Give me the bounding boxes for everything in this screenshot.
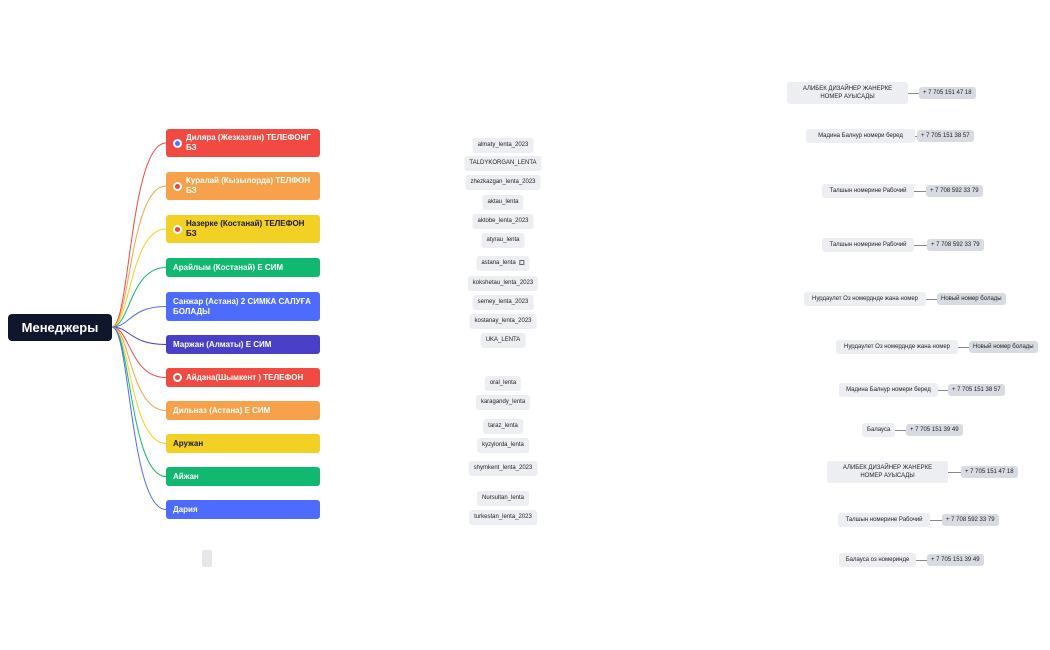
lenta-tag[interactable] bbox=[485, 376, 521, 391]
manager-node[interactable] bbox=[166, 172, 320, 200]
number-note[interactable] bbox=[822, 184, 914, 198]
number-note[interactable] bbox=[822, 238, 914, 252]
manager-label: Айдана(Шымкент ) ТЕЛЕФОН bbox=[186, 372, 304, 382]
manager-label: Диляра (Жезказган) ТЕЛЕФОНГ БЗ bbox=[186, 133, 311, 152]
lenta-tag[interactable] bbox=[468, 276, 538, 291]
branch-line bbox=[112, 186, 166, 327]
phone-number-label: + 7 705 151 47 18 bbox=[965, 469, 1014, 475]
manager-label: Назерке (Костанай) ТЕЛЕФОН БЗ bbox=[186, 219, 305, 238]
lenta-tag[interactable] bbox=[469, 510, 537, 525]
lenta-label: shymkent_lenta_2023 bbox=[473, 465, 533, 471]
number-connector bbox=[938, 390, 948, 391]
number-note[interactable] bbox=[827, 461, 948, 483]
number-connector bbox=[914, 245, 927, 246]
lenta-tag[interactable] bbox=[473, 138, 534, 153]
manager-label: Арайлым (Костанай) Е СИМ bbox=[173, 262, 284, 272]
number-connector bbox=[930, 520, 942, 521]
alarm-icon bbox=[173, 182, 182, 191]
lenta-label: TALDYKORGAN_LENTA bbox=[469, 160, 537, 166]
external-link-icon[interactable] bbox=[520, 260, 525, 265]
manager-label: Куралай (Кызылорда) ТЕЛФОН БЗ bbox=[186, 176, 311, 195]
phone-number[interactable] bbox=[919, 87, 976, 99]
number-note[interactable] bbox=[839, 553, 916, 567]
manager-node[interactable] bbox=[166, 368, 320, 387]
flag-icon bbox=[173, 139, 182, 148]
number-note[interactable] bbox=[804, 292, 926, 306]
branch-line bbox=[112, 327, 166, 510]
number-connector bbox=[914, 191, 926, 192]
number-note[interactable] bbox=[839, 383, 938, 397]
manager-node[interactable] bbox=[166, 258, 320, 277]
manager-node[interactable] bbox=[166, 215, 320, 243]
lenta-tag[interactable] bbox=[469, 314, 536, 329]
branch-line bbox=[112, 307, 166, 328]
branch-line bbox=[112, 268, 166, 328]
lenta-label: semey_lenta_2023 bbox=[477, 299, 529, 305]
manager-label: Санжар (Астана) 2 СИМКА САЛУҒА БОЛАДЫ bbox=[173, 296, 311, 316]
lenta-label: zhezkazgan_lenta_2023 bbox=[470, 179, 536, 185]
lenta-label: oral_lenta bbox=[489, 380, 517, 386]
lenta-tag[interactable] bbox=[481, 233, 524, 248]
phone-number-label: + 7 705 151 38 57 bbox=[921, 133, 970, 139]
number-connector bbox=[948, 472, 961, 473]
lenta-tag[interactable] bbox=[464, 156, 541, 171]
lenta-tag[interactable] bbox=[476, 256, 529, 271]
phone-number-label: + 7 705 151 47 18 bbox=[923, 90, 972, 96]
branch-line bbox=[112, 327, 166, 411]
number-note-label: Нурдаулет Оз номерднде жана номер bbox=[844, 344, 950, 350]
branch-line bbox=[112, 143, 166, 327]
number-note-label: Талшын номерине Рабочий bbox=[845, 517, 923, 523]
number-note-label: Балауса оз номеринде bbox=[845, 557, 910, 563]
alarm-icon bbox=[173, 225, 182, 234]
number-note-label: Мадина Балнур номери беред bbox=[818, 133, 903, 139]
root-label: Менеджеры bbox=[21, 320, 99, 335]
lenta-label: almaty_lenta_2023 bbox=[477, 142, 529, 148]
number-note[interactable] bbox=[862, 423, 895, 437]
lenta-tag[interactable] bbox=[482, 195, 523, 210]
manager-label: Маржан (Алматы) Е СИМ bbox=[173, 339, 272, 349]
phone-number[interactable] bbox=[927, 554, 984, 566]
number-note[interactable] bbox=[836, 340, 958, 354]
phone-number-label: + 7 708 592 33 79 bbox=[930, 188, 979, 194]
branch-line bbox=[112, 327, 166, 477]
phone-number-label: Новый номер болады bbox=[973, 344, 1034, 350]
phone-number-label: Новый номер болады bbox=[941, 296, 1002, 302]
phone-number-label: + 7 708 592 33 79 bbox=[946, 517, 995, 523]
manager-label: Аружан bbox=[173, 438, 204, 448]
lenta-tag[interactable] bbox=[472, 214, 533, 229]
manager-node[interactable] bbox=[166, 500, 320, 519]
branch-line bbox=[112, 327, 166, 378]
phone-number[interactable] bbox=[942, 514, 999, 526]
number-note-label: Мадина Балнур номери беред bbox=[846, 387, 931, 393]
phone-number-label: + 7 705 151 39 49 bbox=[910, 427, 959, 433]
number-note-label: Балауса bbox=[867, 427, 891, 433]
lenta-label: atyrau_lenta bbox=[486, 237, 520, 243]
lenta-tag[interactable] bbox=[477, 438, 529, 453]
number-note-label: Талшын номерине Рабочий bbox=[829, 188, 907, 194]
lenta-label: kyzylorda_lenta bbox=[482, 442, 524, 448]
manager-label: Айжан bbox=[173, 471, 199, 481]
number-note-label: Талшын номерине Рабочий bbox=[829, 242, 907, 248]
manager-label: Дильназ (Астана) Е СИМ bbox=[173, 405, 271, 415]
number-note-label: АЛИБЕК ДИЗАЙНЕР ЖАНЕРКЕ НОМЕР АУЫСАДЫ bbox=[842, 465, 933, 479]
phone-number-label: + 7 705 151 38 57 bbox=[952, 387, 1001, 393]
number-connector bbox=[908, 93, 919, 94]
number-note-label: АЛИБЕК ДИЗАЙНЕР ЖАНЕРКЕ НОМЕР АУЫСАДЫ bbox=[802, 86, 893, 100]
manager-node[interactable] bbox=[166, 467, 320, 486]
manager-node[interactable] bbox=[166, 292, 320, 321]
phone-number[interactable] bbox=[969, 341, 1038, 353]
number-connector bbox=[958, 347, 969, 348]
lenta-label: UKA_LENTA bbox=[485, 337, 521, 343]
lenta-label: Nursultan_lenta bbox=[481, 495, 525, 501]
manager-node[interactable] bbox=[166, 129, 320, 157]
lenta-label: kokshetau_lenta_2023 bbox=[472, 280, 534, 286]
root-node[interactable] bbox=[8, 314, 112, 341]
lenta-tag[interactable] bbox=[473, 295, 534, 310]
phone-number[interactable] bbox=[906, 424, 963, 436]
lenta-tag[interactable] bbox=[476, 395, 530, 410]
number-note[interactable] bbox=[806, 129, 915, 143]
lenta-tag[interactable] bbox=[477, 491, 529, 506]
phone-number-label: + 7 708 592 33 79 bbox=[931, 242, 980, 248]
lenta-label: aktobe_lenta_2023 bbox=[477, 218, 529, 224]
phone-number[interactable] bbox=[927, 239, 984, 251]
collapsed-node[interactable] bbox=[202, 550, 212, 567]
lenta-label: turkestan_lenta_2023 bbox=[474, 514, 532, 520]
phone-number[interactable] bbox=[937, 293, 1006, 305]
lenta-label: aktau_lenta bbox=[487, 199, 519, 205]
lenta-tag[interactable] bbox=[483, 419, 523, 434]
lenta-label: astana_lenta bbox=[481, 260, 516, 266]
branch-line bbox=[112, 327, 166, 345]
phone-number[interactable] bbox=[948, 384, 1005, 396]
lenta-label: karagandy_lenta bbox=[480, 399, 526, 405]
phone-number[interactable] bbox=[917, 130, 974, 142]
number-note-label: Нурдаулет Оз номерднде жана номер bbox=[812, 296, 918, 302]
manager-node[interactable] bbox=[166, 434, 320, 453]
lenta-tag[interactable] bbox=[469, 461, 538, 476]
branch-line bbox=[112, 327, 166, 444]
phone-number-label: + 7 705 151 39 49 bbox=[931, 557, 980, 563]
phone-number[interactable] bbox=[926, 185, 983, 197]
alarm-icon bbox=[173, 373, 182, 382]
number-connector bbox=[916, 560, 927, 561]
manager-node[interactable] bbox=[166, 401, 320, 420]
lenta-tag[interactable] bbox=[465, 175, 540, 190]
manager-node[interactable] bbox=[166, 335, 320, 354]
number-note[interactable] bbox=[787, 82, 908, 104]
lenta-tag[interactable] bbox=[481, 333, 526, 348]
number-note[interactable] bbox=[838, 513, 930, 527]
number-connector bbox=[926, 299, 937, 300]
manager-label: Дария bbox=[173, 504, 198, 514]
lenta-label: kostanay_lenta_2023 bbox=[474, 318, 532, 324]
lenta-label: taraz_lenta bbox=[488, 423, 518, 429]
number-connector bbox=[895, 430, 906, 431]
phone-number[interactable] bbox=[961, 466, 1018, 478]
branch-line bbox=[112, 229, 166, 327]
